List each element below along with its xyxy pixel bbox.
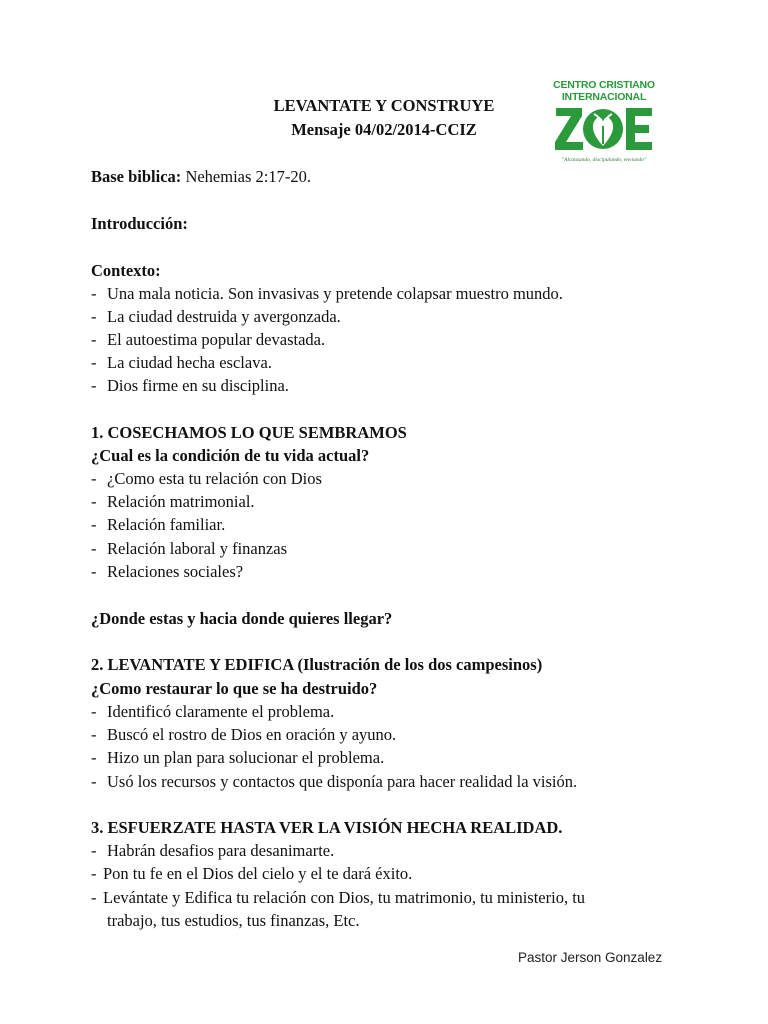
base-value: Nehemias 2:17-20. [181,167,311,186]
intro-heading: Introducción: [91,214,188,233]
section-2-heading: 2. LEVANTATE Y EDIFICA (Ilustración de los dos campesinos) [91,655,543,674]
list-item: - Relación laboral y finanzas [91,539,288,558]
base-label: Base biblica: [91,167,182,186]
list-item: - ¿Como esta tu relación con Dios [91,469,322,488]
section-2-question: ¿Como restaurar lo que se ha destruido? [91,679,378,698]
list-item: - Relación familiar. [91,515,226,534]
list-item: - Buscó el rostro de Dios en oración y ayuno. [91,725,397,744]
list-item: - Pon tu fe en el Dios del cielo y el te dará éxito. [91,864,413,883]
section-3-heading: 3. ESFUERZATE HASTA VER LA VISIÓN HECHA REALIDAD. [91,818,563,837]
list-item: - Relaciones sociales? [91,562,244,581]
list-item: - La ciudad hecha esclava. [91,353,272,372]
logo-line-2: INTERNACIONAL [561,91,647,103]
list-item: - La ciudad destruida y avergonzada. [91,307,341,326]
section-1-question: ¿Cual es la condición de tu vida actual? [91,446,370,465]
contexto-heading: Contexto: [91,261,161,280]
logo-line-1: CENTRO CRISTIANO [553,79,655,91]
list-item: - Relación matrimonial. [91,492,255,511]
list-item: - Hizo un plan para solucionar el problema. [91,748,385,767]
list-item: - Identificó claramente el problema. [91,702,335,721]
signature: Pastor Jerson Gonzalez [518,950,663,965]
section-1-closing: ¿Donde estas y hacia donde quieres llegar? [91,609,393,628]
list-item: - Habrán desafios para desanimarte. [91,841,335,860]
document-title: LEVANTATE Y CONSTRUYE [273,96,495,115]
list-item: - El autoestima popular devastada. [91,330,326,349]
logo-tagline: "Alcanzando, discipulando, enviando" [561,157,647,163]
list-item: - Usó los recursos y contactos que disponía para hacer realidad la visión. [91,772,578,791]
list-item: - Levántate y Edifica tu relación con Dios, tu matrimonio, tu ministerio, tu [91,888,586,907]
list-item: - Dios firme en su disciplina. [91,376,289,395]
list-item: - Una mala noticia. Son invasivas y pretende colapsar muestro mundo. [91,284,563,303]
base-biblica [91,167,311,187]
section-1-heading: 1. COSECHAMOS LO QUE SEMBRAMOS [91,423,407,442]
document-subtitle: Mensaje 04/02/2014-CCIZ [291,120,477,139]
list-item-continuation: trabajo, tus estudios, tus finanzas, Etc. [107,911,360,930]
